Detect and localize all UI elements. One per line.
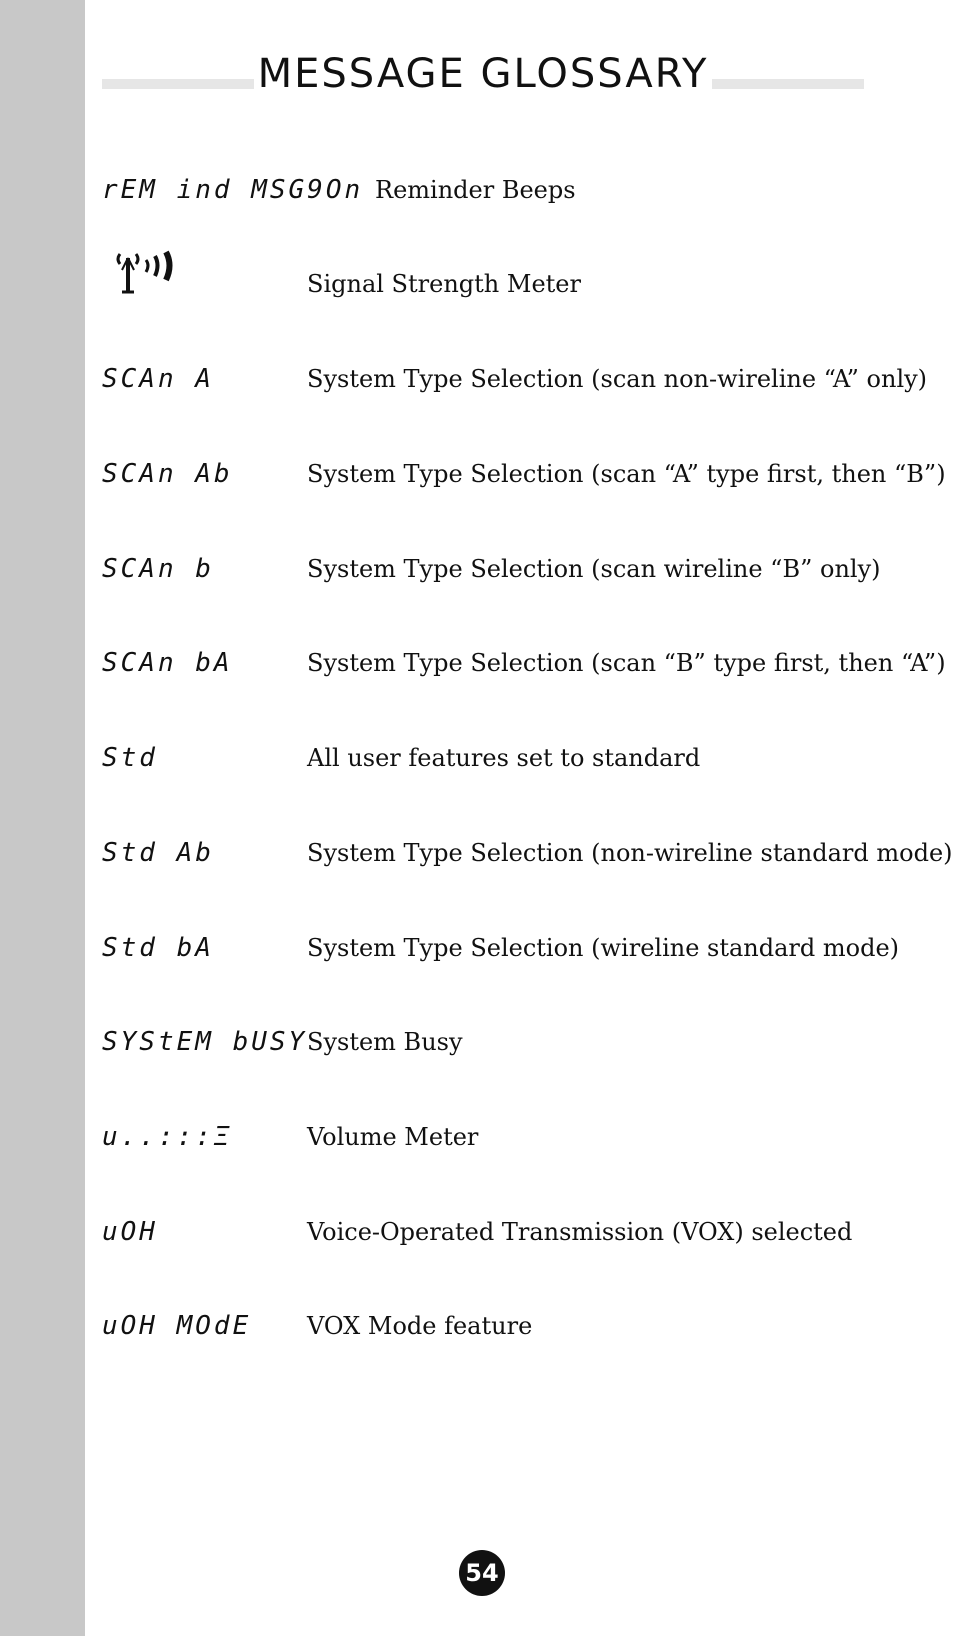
glossary-entry [102, 1212, 882, 1252]
lcd-code: Std [102, 743, 158, 773]
lcd-code: SCAn A [102, 364, 214, 394]
lcd-code: uOH [102, 1217, 158, 1247]
glossary-entry [102, 643, 946, 683]
glossary-entry [102, 549, 882, 589]
entry-description: System Type Selection (wireline standard mode) [307, 934, 900, 962]
glossary-entry [102, 1022, 882, 1062]
glossary-entry [102, 928, 900, 968]
entry-description: System Type Selection (non-wireline standard mode) [307, 839, 953, 867]
lcd-code: Std Ab [102, 838, 214, 868]
glossary-entry [102, 264, 882, 304]
entry-description: System Busy [307, 1028, 463, 1056]
lcd-code: uOH MOdE [102, 1311, 252, 1341]
glossary-entry [102, 359, 928, 399]
page-title [102, 51, 864, 97]
lcd-code: rEM ind MSG9On [102, 175, 364, 205]
entry-description: System Type Selection (scan “A” type first, then “B”) [307, 460, 946, 488]
entry-description: System Type Selection (scan wireline “B” only) [307, 555, 881, 583]
glossary-entry [102, 170, 882, 210]
glossary-entry [102, 1117, 882, 1157]
page-number-badge: 54 [459, 1550, 505, 1596]
entry-description: System Type Selection (scan “B” type first, then “A”) [307, 649, 946, 677]
glossary-entry [102, 833, 953, 873]
lcd-code: SCAn b [102, 554, 214, 584]
lcd-code: SYStEM bUSY [102, 1027, 308, 1057]
entry-description: VOX Mode feature [307, 1312, 533, 1340]
entry-description: All user features set to standard [307, 744, 701, 772]
entry-description: Signal Strength Meter [307, 270, 581, 298]
entry-description: Volume Meter [307, 1123, 479, 1151]
lcd-code: SCAn bA [102, 648, 233, 678]
entry-description: Reminder Beeps [375, 176, 576, 204]
side-margin-band [0, 0, 85, 1636]
entry-description: System Type Selection (scan non-wireline “A” only) [307, 365, 928, 393]
glossary-entry [102, 1306, 882, 1346]
glossary-entry [102, 454, 946, 494]
signal-strength-icon [114, 250, 184, 296]
lcd-code: Std bA [102, 933, 214, 963]
glossary-entry [102, 738, 882, 778]
lcd-code: u..:::Ξ [102, 1122, 233, 1152]
lcd-code: SCAn Ab [102, 459, 233, 489]
page-title-text: MESSAGE GLOSSARY [254, 51, 713, 97]
entry-description: Voice-Operated Transmission (VOX) selected [307, 1218, 853, 1246]
